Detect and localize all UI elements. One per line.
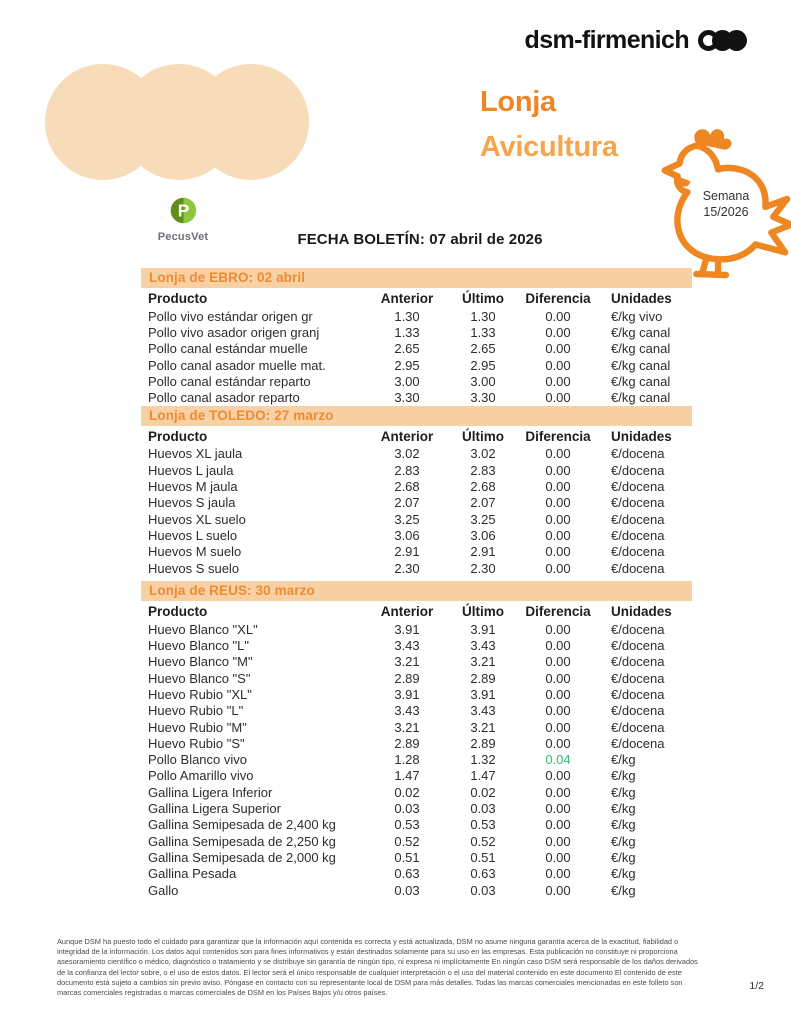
cell-diferencia: 0.00: [545, 670, 571, 686]
table-row: [141, 654, 692, 670]
cell-anterior: 2.68: [394, 479, 420, 495]
brand-name: dsm-firmenich: [524, 26, 689, 54]
cell-diferencia: 0.00: [545, 544, 571, 560]
cell-diferencia: 0.04: [545, 752, 571, 768]
cell-diferencia: 0.00: [545, 735, 571, 751]
cell-ultimo: 0.02: [470, 784, 496, 800]
cell-product: Huevos XL suelo: [148, 511, 246, 527]
cell-unidades: €/kg canal: [611, 341, 671, 357]
cell-product: Huevos L jaula: [148, 462, 234, 478]
cell-product: Pollo canal asador muelle mat.: [148, 357, 326, 373]
cell-anterior: 0.02: [394, 784, 420, 800]
cell-unidades: €/docena: [611, 511, 665, 527]
section-title: Lonja de EBRO: 02 abril: [141, 268, 692, 288]
cell-ultimo: 2.89: [470, 735, 496, 751]
cell-diferencia: 0.00: [545, 511, 571, 527]
cell-ultimo: 3.30: [470, 390, 496, 406]
table-row: [141, 357, 692, 373]
table-row: [141, 670, 692, 686]
cell-product: Huevo Blanco "M": [148, 654, 253, 670]
cell-ultimo: 0.53: [470, 817, 496, 833]
week-value: 15/2026: [703, 205, 749, 219]
cell-unidades: €/docena: [611, 654, 665, 670]
col-ultimo: Último: [462, 291, 504, 306]
cell-anterior: 2.30: [394, 560, 420, 576]
cell-diferencia: 0.00: [545, 768, 571, 784]
cell-anterior: 3.00: [394, 373, 420, 389]
price-section: [141, 268, 692, 406]
cell-anterior: 0.63: [394, 866, 420, 882]
cell-anterior: 0.51: [394, 849, 420, 865]
cell-anterior: 2.65: [394, 341, 420, 357]
table-row: [141, 719, 692, 735]
brand-logo: [525, 26, 747, 55]
cell-diferencia: 0.00: [545, 479, 571, 495]
price-section: [141, 406, 692, 576]
cell-diferencia: 0.00: [545, 341, 571, 357]
cell-ultimo: 1.32: [470, 752, 496, 768]
cell-ultimo: 2.68: [470, 479, 496, 495]
cell-ultimo: 3.91: [470, 686, 496, 702]
table-row: [141, 389, 692, 405]
cell-diferencia: 0.00: [545, 527, 571, 543]
col-unidades: Unidades: [611, 428, 672, 444]
col-anterior: Anterior: [380, 291, 434, 306]
cell-unidades: €/docena: [611, 686, 665, 702]
svg-text:P: P: [177, 200, 189, 221]
cell-unidades: €/kg canal: [611, 324, 671, 340]
col-product: Producto: [148, 604, 208, 620]
col-anterior: Anterior: [380, 604, 434, 620]
cell-anterior: 3.43: [394, 638, 420, 654]
cell-ultimo: 2.95: [470, 357, 496, 373]
col-unidades: Unidades: [611, 291, 672, 306]
cell-unidades: €/docena: [611, 560, 665, 576]
cell-product: Pollo Amarillo vivo: [148, 768, 254, 784]
cell-product: Pollo canal estándar muelle: [148, 341, 308, 357]
cell-product: Pollo Blanco vivo: [148, 752, 247, 768]
section-title: Lonja de TOLEDO: 27 marzo: [141, 406, 692, 426]
cell-unidades: €/kg vivo: [611, 308, 663, 324]
cell-ultimo: 3.02: [470, 446, 496, 462]
table-row: [141, 784, 692, 800]
cell-ultimo: 3.06: [470, 527, 496, 543]
page-title: [480, 80, 618, 170]
table-row: [141, 882, 692, 898]
table-row: [141, 308, 692, 324]
cell-diferencia: 0.00: [545, 833, 571, 849]
table-row: [141, 621, 692, 637]
cell-anterior: 2.95: [394, 357, 420, 373]
cell-anterior: 3.25: [394, 511, 420, 527]
cell-diferencia: 0.00: [545, 686, 571, 702]
cell-product: Pollo vivo asador origen granj: [148, 324, 320, 340]
col-unidades: Unidades: [611, 604, 672, 620]
cell-ultimo: 3.21: [470, 719, 496, 735]
legal-disclaimer: Aunque DSM ha puesto todo el cuidado para garantizar que la información aquí contenida es correcta y está actualizada, DSM no asume ninguna garantía acerca de la exactitud, fiabilidad o integridad de la información. Los datos aquí contenidos son para fines informativos y están destinados solamente para su uso en las empresas. Esta publicación no constituye ni proporciona asesoramiento científico o médico, diagnóstico o tratamiento y se distribuye sin garantía de ningún tipo, ni expresa ni implícitamente En ningún caso DSM será responsable de los daños derivados de la confianza del lector sobre, o el uso de estos datos. El lector será el único responsable de cualquier interpretación o el uso del material contenido en este documento El contenido de este documento está sujeto a cambios sin previo aviso. Póngase en contacto con su representante local de DSM para más detalles. Todas las marcas comerciales mencionadas en este folleto son marcas comerciales registradas o marcas comerciales de DSM en los Países Bajos y/u otros países.: [57, 937, 698, 998]
cell-anterior: 0.52: [394, 833, 420, 849]
cell-product: Huevo Rubio "L": [148, 703, 244, 719]
cell-anterior: 0.53: [394, 817, 420, 833]
cell-diferencia: 0.00: [545, 654, 571, 670]
cell-ultimo: 3.43: [470, 703, 496, 719]
cell-ultimo: 3.21: [470, 654, 496, 670]
table-row: [141, 817, 692, 833]
price-section: [141, 581, 692, 898]
pecusvet-p-icon: [170, 197, 197, 224]
cell-unidades: €/kg: [611, 882, 636, 898]
cell-diferencia: 0.00: [545, 446, 571, 462]
cell-product: Gallina Semipesada de 2,400 kg: [148, 817, 336, 833]
cell-unidades: €/docena: [611, 670, 665, 686]
cell-diferencia: 0.00: [545, 324, 571, 340]
table-row: [141, 324, 692, 340]
cell-unidades: €/kg: [611, 817, 636, 833]
cell-unidades: €/kg canal: [611, 373, 671, 389]
cell-product: Huevos XL jaula: [148, 446, 243, 462]
cell-ultimo: 3.00: [470, 373, 496, 389]
table-row: [141, 686, 692, 702]
cell-product: Huevo Blanco "L": [148, 638, 250, 654]
table-row: [141, 833, 692, 849]
cell-product: Huevo Rubio "M": [148, 719, 247, 735]
cell-diferencia: 0.00: [545, 817, 571, 833]
cell-product: Huevo Blanco "S": [148, 670, 251, 686]
col-product: Producto: [148, 428, 208, 444]
cell-unidades: €/docena: [611, 621, 665, 637]
cell-diferencia: 0.00: [545, 703, 571, 719]
cell-ultimo: 0.03: [470, 801, 496, 817]
cell-anterior: 3.91: [394, 686, 420, 702]
cell-ultimo: 0.52: [470, 833, 496, 849]
cell-unidades: €/kg: [611, 801, 636, 817]
cell-unidades: €/kg: [611, 833, 636, 849]
cell-diferencia: 0.00: [545, 373, 571, 389]
cell-diferencia: 0.00: [545, 638, 571, 654]
cell-anterior: 3.06: [394, 527, 420, 543]
cell-ultimo: 1.33: [470, 324, 496, 340]
cell-product: Gallina Semipesada de 2,250 kg: [148, 833, 336, 849]
cell-anterior: 0.03: [394, 801, 420, 817]
cell-unidades: €/docena: [611, 479, 665, 495]
cell-product: Gallina Pesada: [148, 866, 237, 882]
col-anterior: Anterior: [380, 428, 434, 444]
week-label: Semana: [702, 189, 750, 203]
cell-unidades: €/docena: [611, 719, 665, 735]
cell-anterior: 2.89: [394, 735, 420, 751]
cell-diferencia: 0.00: [545, 882, 571, 898]
cell-diferencia: 0.00: [545, 621, 571, 637]
table-row: [141, 495, 692, 511]
table-row: [141, 800, 692, 816]
cell-anterior: 1.33: [394, 324, 420, 340]
cell-product: Gallo: [148, 882, 179, 898]
cell-anterior: 3.02: [394, 446, 420, 462]
section-title: Lonja de REUS: 30 marzo: [141, 581, 692, 601]
cell-diferencia: 0.00: [545, 308, 571, 324]
cell-product: Pollo vivo estándar origen gr: [148, 308, 313, 324]
cell-product: Huevos S suelo: [148, 560, 240, 576]
cell-unidades: €/docena: [611, 544, 665, 560]
table-row: [141, 462, 692, 478]
cell-product: Huevos L suelo: [148, 527, 238, 543]
table-row: [141, 768, 692, 784]
bulletin-date: FECHA BOLETÍN: 07 abril de 2026: [297, 231, 543, 248]
cell-anterior: 0.03: [394, 882, 420, 898]
cell-anterior: 1.28: [394, 752, 420, 768]
table-header-row: [141, 427, 692, 446]
cell-ultimo: 3.43: [470, 638, 496, 654]
cell-unidades: €/kg: [611, 849, 636, 865]
title-line-1: Lonja: [480, 86, 556, 118]
week-badge: [681, 188, 771, 220]
cell-product: Huevo Blanco "XL": [148, 621, 258, 637]
cell-diferencia: 0.00: [545, 495, 571, 511]
cell-ultimo: 0.03: [470, 882, 496, 898]
chicken-illustration: [645, 122, 791, 280]
cell-anterior: 1.30: [394, 308, 420, 324]
cell-anterior: 2.83: [394, 462, 420, 478]
cell-ultimo: 2.07: [470, 495, 496, 511]
cell-ultimo: 2.83: [470, 462, 496, 478]
cell-diferencia: 0.00: [545, 462, 571, 478]
cell-product: Pollo canal estándar reparto: [148, 373, 311, 389]
cell-anterior: 3.21: [394, 654, 420, 670]
table-row: [141, 373, 692, 389]
cell-diferencia: 0.00: [545, 719, 571, 735]
table-row: [141, 560, 692, 576]
table-row: [141, 511, 692, 527]
cell-unidades: €/kg: [611, 752, 636, 768]
cell-anterior: 3.91: [394, 621, 420, 637]
cell-ultimo: 3.25: [470, 511, 496, 527]
cell-product: Huevos S jaula: [148, 495, 236, 511]
col-diferencia: Diferencia: [525, 428, 591, 444]
cell-anterior: 3.30: [394, 390, 420, 406]
col-ultimo: Último: [462, 428, 504, 444]
cell-unidades: €/docena: [611, 703, 665, 719]
cell-unidades: €/docena: [611, 527, 665, 543]
table-row: [141, 527, 692, 543]
cell-unidades: €/docena: [611, 446, 665, 462]
table-row: [141, 866, 692, 882]
pecusvet-logo: [148, 197, 218, 243]
three-dots-icon: [698, 30, 747, 51]
cell-ultimo: 1.30: [470, 308, 496, 324]
tables: [141, 268, 692, 898]
title-line-2: Avicultura: [480, 131, 618, 163]
pecusvet-name: PecusVet: [157, 231, 209, 243]
cell-diferencia: 0.00: [545, 784, 571, 800]
cell-ultimo: 2.30: [470, 560, 496, 576]
cell-unidades: €/kg: [611, 784, 636, 800]
table-row: [141, 478, 692, 494]
table-header-row: [141, 602, 692, 621]
cell-unidades: €/docena: [611, 735, 665, 751]
table-row: [141, 544, 692, 560]
table-row: [141, 849, 692, 865]
cell-product: Huevo Rubio "S": [148, 735, 245, 751]
cell-product: Huevo Rubio "XL": [148, 686, 252, 702]
col-diferencia: Diferencia: [525, 604, 591, 620]
table-row: [141, 703, 692, 719]
table-row: [141, 637, 692, 653]
cell-ultimo: 0.63: [470, 866, 496, 882]
cell-ultimo: 2.65: [470, 341, 496, 357]
cell-anterior: 3.43: [394, 703, 420, 719]
table-row: [141, 446, 692, 462]
cell-anterior: 2.91: [394, 544, 420, 560]
cell-unidades: €/docena: [611, 462, 665, 478]
cell-diferencia: 0.00: [545, 560, 571, 576]
cell-anterior: 2.89: [394, 670, 420, 686]
cell-unidades: €/kg canal: [611, 357, 671, 373]
table-header-row: [141, 289, 692, 308]
cell-ultimo: 0.51: [470, 849, 496, 865]
cell-anterior: 3.21: [394, 719, 420, 735]
col-product: Producto: [148, 291, 208, 306]
table-row: [141, 752, 692, 768]
col-ultimo: Último: [462, 604, 504, 620]
cell-unidades: €/kg: [611, 866, 636, 882]
col-diferencia: Diferencia: [525, 291, 591, 306]
cell-diferencia: 0.00: [545, 390, 571, 406]
table-row: [141, 341, 692, 357]
cell-diferencia: 0.00: [545, 866, 571, 882]
cell-ultimo: 2.89: [470, 670, 496, 686]
cell-product: Huevos M suelo: [148, 544, 242, 560]
cell-ultimo: 3.91: [470, 621, 496, 637]
cell-product: Pollo canal asador reparto: [148, 390, 300, 406]
cell-unidades: €/docena: [611, 495, 665, 511]
cell-anterior: 1.47: [394, 768, 420, 784]
cell-product: Gallina Ligera Superior: [148, 801, 281, 817]
cell-unidades: €/kg canal: [611, 390, 671, 406]
cell-unidades: €/docena: [611, 638, 665, 654]
cell-ultimo: 2.91: [470, 544, 496, 560]
cell-unidades: €/kg: [611, 768, 636, 784]
cell-diferencia: 0.00: [545, 801, 571, 817]
cell-product: Gallina Ligera Inferior: [148, 784, 273, 800]
cell-product: Huevos M jaula: [148, 479, 238, 495]
cell-product: Gallina Semipesada de 2,000 kg: [148, 849, 336, 865]
peach-circle: [193, 64, 309, 180]
cell-diferencia: 0.00: [545, 357, 571, 373]
cell-ultimo: 1.47: [470, 768, 496, 784]
cell-diferencia: 0.00: [545, 849, 571, 865]
page-number: 1/2: [749, 980, 764, 992]
table-row: [141, 735, 692, 751]
dot-icon: [726, 30, 747, 51]
cell-anterior: 2.07: [394, 495, 420, 511]
